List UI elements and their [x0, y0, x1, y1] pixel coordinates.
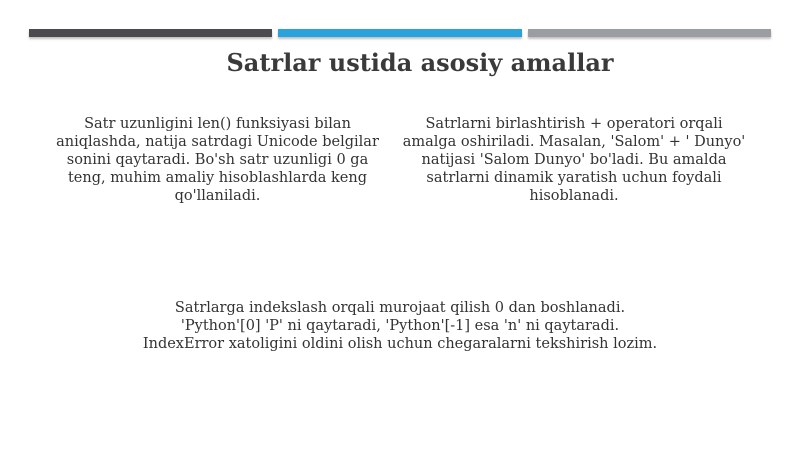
paragraph-concatenation: Satrlarni birlashtirish + operatori orqali amalga oshiriladi. Masalan, 'Salom' + ' Dunyo' natijasi 'Salom Dunyo' bo'ladi. Bu amalda satrlarni dinamik yaratish uchun foydali hisoblanadi.	[402, 116, 746, 204]
accent-bar-gray	[528, 29, 771, 37]
paragraph-length: Satr uzunligini len() funksiyasi bilan aniqlashda, natija satrdagi Unicode belgilar sonini qaytaradi. Bo'sh satr uzunligi 0 ga teng, muhim amaliy hisoblashlarda keng qo'llaniladi.	[56, 116, 379, 204]
accent-bar-dark	[29, 29, 272, 37]
slide-title: Satrlar ustida asosiy amallar	[226, 48, 614, 77]
accent-bar-blue	[278, 29, 522, 37]
paragraph-indexing: Satrlarga indekslash orqali murojaat qilish 0 dan boshlanadi. 'Python'[0] 'P' ni qaytaradi, 'Python'[-1] esa 'n' ni qaytaradi. IndexError xatoligini oldini olish uchun chegaralarni tekshirish lozim.	[142, 300, 658, 352]
